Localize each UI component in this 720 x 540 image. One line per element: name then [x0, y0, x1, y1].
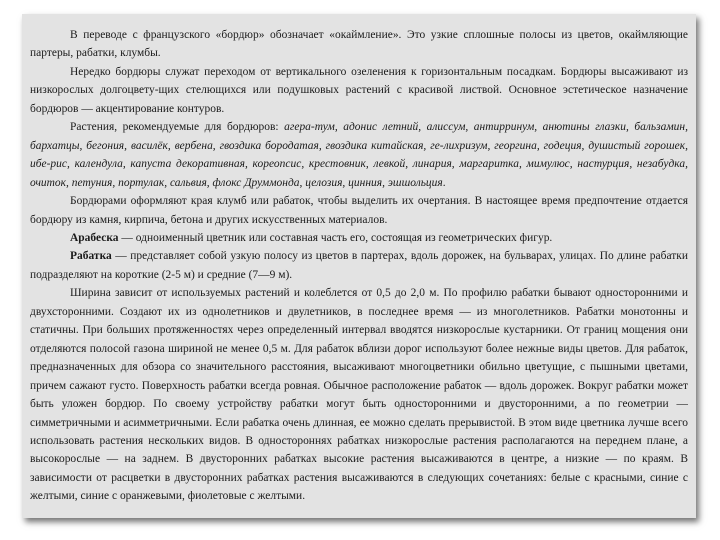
- term-rabatka: Рабатка: [70, 250, 112, 263]
- paragraph-text: Бордюрами оформляют края клумб или рабаток, чтобы выделить их очертания. В настоящее время предпочтение отдается бордюру из камня, кирпича, бетона и других искусственных материалов.: [30, 195, 688, 226]
- paragraph-rabatka: [30, 247, 688, 284]
- paragraph-text: Ширина зависит от используемых растений и колеблется от 0,5 до 2,0 м. По профилю рабатки бывают односторонними и двухсторонними. Создают их из однолетников и двулетников, в последнее время — из многолетников. Рабатки монотонны и статичны. При больших протяженностях через определенный интервал вводятся низкорослые кустарники. От границ мощения они отделяются полосой газона шириной не менее 0,5 м. Для рабаток вблизи дорог используют более нежные виды цветов. Для рабаток, предназначенных для обзора со значительного расстояния, высаживают многоцветники обильно цветущие, с пышными цветами, причем сажают густо. Поверхность рабатки всегда ровная. Обычное расположение рабаток — вдоль дорожек. Вокруг рабатки может быть уложен бордюр. По своему устройству рабатки могут быть односторонними и двусторонними, а по геометрии — симметричными и асимметричными. Если рабатка очень длинная, ее можно сделать прерывистой. В этом виде цветника лучше всего использовать растения нескольких видов. В одностороннях рабатках низкорослые растения располагаются на переднем плане, а высокорослые — на заднем. В двусторонних рабатках высокие растения высаживаются в центре, а низкие — по краям. В зависимости от расцветки в двусторонних рабатках растения высаживаются в следующих сочетаниях: белые с красными, синие с желтыми, синие с оранжевыми, фиолетовые с желтыми.: [30, 287, 688, 503]
- document-text: [30, 26, 688, 506]
- paragraph-rabatka-width: [30, 284, 688, 505]
- paragraph-end: .: [442, 176, 446, 189]
- document-page: [22, 14, 696, 518]
- paragraph-bordure-plants: [30, 118, 688, 192]
- paragraph-text: — представляет собой узкую полосу из цветов в партерах, вдоль дорожек, на бульварах, улицах. По длине рабатки подразделяют на короткие (2-5 м) и средние (7—9 м).: [30, 250, 688, 281]
- paragraph-text: — одноименный цветник или составная часть его, состоящая из геометрических фигур.: [118, 231, 553, 244]
- term-arabesque: Арабеска: [70, 231, 119, 244]
- paragraph-text: Нередко бордюры служат переходом от вертикального озеленения к горизонтальным посадкам. Бордюры высаживают из низкорослых долгоцвету-щих стелющихся или подушковых растений с красивой листвой. Основное эстетическое назначение бордюров — акцентирование контуров.: [30, 65, 688, 115]
- paragraph-text: В переводе с французского «бордюр» обозначает «окаймление». Это узкие сплошные полосы из цветов, окаймляющие партеры, рабатки, клумбы.: [30, 29, 688, 60]
- paragraph-arabesque: [30, 229, 688, 247]
- paragraph-bordure-definition: [30, 26, 688, 63]
- paragraph-bordure-materials: [30, 192, 688, 229]
- paragraph-lead: Растения, рекомендуемые для бордюров:: [70, 121, 285, 134]
- plant-list: агера-тум, адонис летний, алиссум, антирринум, анютины глазки, бальзамин, бархатцы, бегония, василёк, вербена, гвоздика бородатая, гвоздика китайская, ге-лихризум, георгина, годеция, душистый горошек, ибе-рис, календула, капуста декоративная, кореопсис, крестовник, левкой, линария, маргаритка, мимулюс, настурция, незабудка, очиток, петуния, портулак, сальвия, флокс Друммонда, целозия, цинния, эшшольция: [30, 121, 688, 189]
- paragraph-bordure-transition: [30, 63, 688, 118]
